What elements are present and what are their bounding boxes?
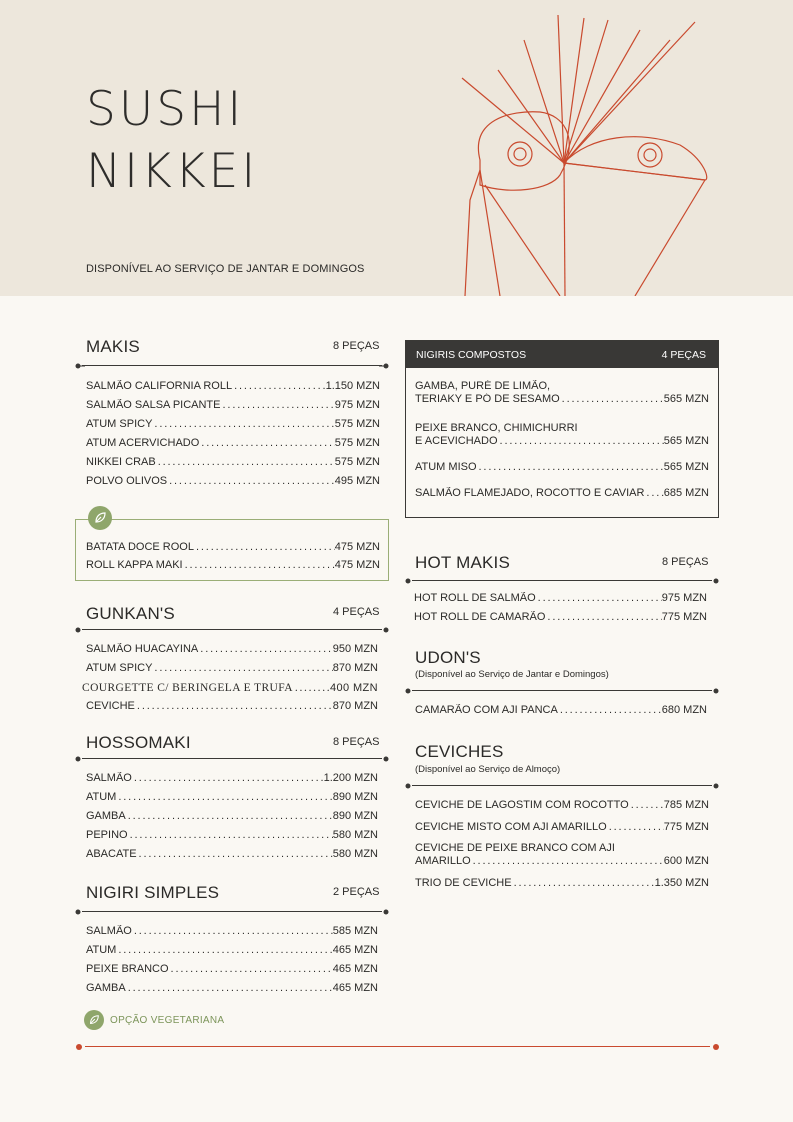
- nigiris-compostos-header: [406, 341, 718, 368]
- menu-item: SALMÃO . . . 1.200 MZN: [86, 772, 378, 785]
- section-divider: [405, 686, 719, 696]
- menu-item: TRIO DE CEVICHE . . . 1.350 MZN: [415, 877, 709, 890]
- availability-subtitle: DISPONÍVEL AO SERVIÇO DE JANTAR E DOMINGOS: [86, 263, 365, 275]
- menu-item: ATUM . . . 465 MZN: [86, 944, 378, 957]
- gunkans-pieces: 4 PEÇAS: [333, 606, 380, 618]
- menu-item: CEVICHE . . . 870 MZN: [86, 700, 378, 713]
- section-divider: [75, 907, 389, 917]
- menu-item: SALMÃO . . . 585 MZN: [86, 925, 378, 938]
- menu-item-line: GAMBA, PURÉ DE LIMÃO,: [415, 380, 551, 392]
- nigiri-simples-pieces: 2 PEÇAS: [333, 886, 380, 898]
- vegetarian-legend: [84, 1010, 224, 1030]
- udons-note: (Disponível ao Serviço de Jantar e Domingos): [415, 669, 609, 680]
- menu-item: COURGETTE C/ BERINGELA E TRUFA . . . 400 MZN: [82, 682, 378, 695]
- footer-divider: [75, 1042, 720, 1052]
- menu-item: NIKKEI CRAB . . . 575 MZN: [86, 456, 380, 469]
- makis-pieces: 8 PEÇAS: [333, 340, 380, 352]
- menu-item: TERIAKY E PÓ DE SESAMO . . . 565 MZN: [415, 393, 709, 406]
- hot-makis-title: HOT MAKIS: [415, 553, 511, 572]
- hot-makis-pieces: 8 PEÇAS: [662, 556, 709, 568]
- menu-item: E ACEVICHADO . . . 565 MZN: [415, 435, 709, 448]
- menu-item: SALMÃO CALIFORNIA ROLL . . . 1.150 MZN: [86, 380, 380, 393]
- menu-item: CEVICHE DE LAGOSTIM COM ROCOTTO . . . 785 MZN: [415, 799, 709, 812]
- header: [0, 0, 793, 296]
- page-title-line2: NIKKEI: [86, 144, 259, 199]
- menu-item: ATUM SPICY . . . 870 MZN: [86, 662, 378, 675]
- menu-item: SALMÃO SALSA PICANTE . . . 975 MZN: [86, 399, 380, 412]
- menu-item-line: PEIXE BRANCO, CHIMICHURRI: [415, 422, 578, 434]
- menu-item: AMARILLO . . . 600 MZN: [415, 855, 709, 868]
- page-title-line1: SUSHI: [86, 82, 245, 137]
- nigiri-simples-title: NIGIRI SIMPLES: [86, 883, 220, 902]
- leaf-icon: [84, 1010, 104, 1030]
- udons-title: UDON'S: [415, 648, 481, 667]
- section-divider: [75, 361, 389, 371]
- menu-item: POLVO OLIVOS . . . 495 MZN: [86, 475, 380, 488]
- section-divider: [405, 576, 719, 586]
- menu-item: PEPINO . . . 580 MZN: [86, 829, 378, 842]
- gunkans-title: GUNKAN'S: [86, 604, 175, 623]
- menu-item: HOT ROLL DE SALMÃO . . . 975 MZN: [414, 592, 707, 605]
- menu-item: HOT ROLL DE CAMARÃO . . . 775 MZN: [414, 611, 707, 624]
- menu-item: SALMÃO HUACAYINA . . . 950 MZN: [86, 643, 378, 656]
- section-divider: [75, 625, 389, 635]
- menu-item: CAMARÃO COM AJI PANCA . . . 680 MZN: [415, 704, 707, 717]
- leaf-icon: [88, 506, 112, 530]
- fish-line-art-icon: [440, 0, 740, 296]
- menu-item-line: CEVICHE DE PEIXE BRANCO COM AJI: [415, 842, 615, 854]
- menu-item: ABACATE . . . 580 MZN: [86, 848, 378, 861]
- menu-item: SALMÃO FLAMEJADO, ROCOTTO E CAVIAR . . . 685 MZN: [415, 487, 709, 500]
- ceviches-title: CEVICHES: [415, 742, 504, 761]
- menu-item: ROLL KAPPA MAKI . . . 475 MZN: [86, 559, 380, 572]
- menu-item: BATATA DOCE ROOL . . . 475 MZN: [86, 541, 380, 554]
- section-divider: [75, 754, 389, 764]
- nigiris-compostos-pieces: 4 PEÇAS: [661, 349, 706, 361]
- section-divider: [405, 781, 719, 791]
- legend-label: OPÇÃO VEGETARIANA: [110, 1014, 225, 1026]
- hossomaki-pieces: 8 PEÇAS: [333, 736, 380, 748]
- nigiris-compostos-title: NIGIRIS COMPOSTOS: [416, 349, 527, 361]
- menu-item: GAMBA . . . 890 MZN: [86, 810, 378, 823]
- menu-item: ATUM MISO . . . 565 MZN: [415, 461, 709, 474]
- menu-item: PEIXE BRANCO . . . 465 MZN: [86, 963, 378, 976]
- menu-item: ATUM SPICY . . . 575 MZN: [86, 418, 380, 431]
- menu-item: GAMBA . . . 465 MZN: [86, 982, 378, 995]
- menu-item: ATUM . . . 890 MZN: [86, 791, 378, 804]
- makis-title: MAKIS: [86, 337, 140, 356]
- ceviches-note: (Disponível ao Serviço de Almoço): [415, 764, 561, 775]
- menu-item: CEVICHE MISTO COM AJI AMARILLO . . . 775 MZN: [415, 821, 709, 834]
- hossomaki-title: HOSSOMAKI: [86, 733, 191, 752]
- menu-item: ATUM ACERVICHADO . . . 575 MZN: [86, 437, 380, 450]
